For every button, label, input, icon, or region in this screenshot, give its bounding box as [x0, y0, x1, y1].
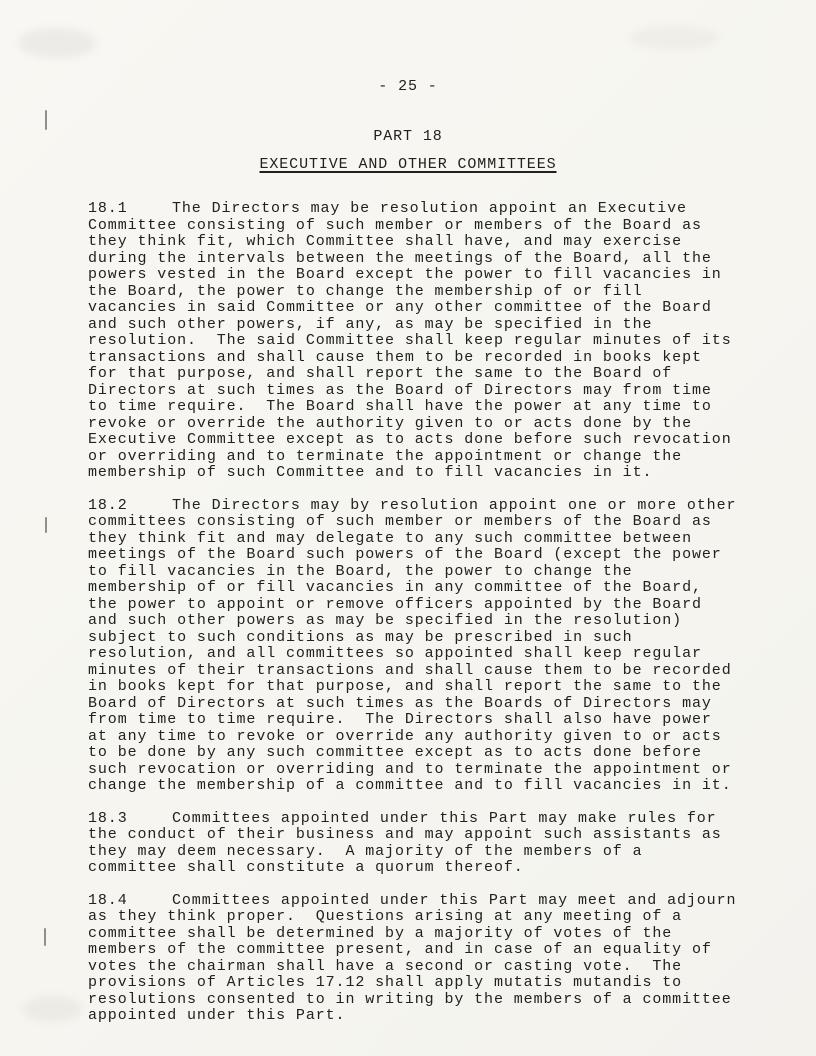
scan-artifact	[630, 26, 720, 50]
section-paragraph-18-1	[88, 201, 740, 482]
scan-artifact	[18, 28, 96, 58]
section-number: 18.4	[88, 891, 128, 909]
scan-artifact	[44, 928, 46, 946]
scan-artifact	[22, 996, 82, 1022]
scan-artifact	[45, 517, 47, 533]
section-text: Committees appointed under this Part may meet and adjourn as they think proper. Questions arising at any meeting of a committee shall be determined by a majority of votes of the members of the committee present, and in case of an equality of votes the chairman shall have a second or casting vote. The provisions of Articles 17.12 shall apply mutatis mutandis to resolutions consented to in writing by the members of a committee appointed under this Part.	[88, 891, 747, 1024]
sections-container	[88, 200, 747, 1041]
part-heading: PART 18	[373, 128, 443, 145]
section-number: 18.2	[88, 496, 128, 514]
section-paragraph-18-2	[88, 496, 747, 795]
document-title: EXECUTIVE AND OTHER COMMITTEES	[259, 156, 557, 173]
section-number: 18.3	[88, 809, 128, 827]
section-text: The Directors may be resolution appoint an Executive Committee consisting of such member or members of the Board as they think fit, which Committee shall have, and may exercise during the intervals between the meetings of the Board, all the powers vested in the Board except the power to fill vacancies in the Board, the power to change the membership of or fill vacancies in said Committee or any other committee of the Board and such other powers, if any, as may be specified in the resolution. The said Committee shall keep regular minutes of its transactions and shall cause them to be recorded in books kept for that purpose, and shall report the same to the Board of Directors at such times as the Board of Directors may from time to time require. The Board shall have the power at any time to revoke or override the authority given to or acts done by the Executive Committee except as to acts done before such revocation or overriding and to terminate the appointment or change the membership of such Committee and to fill vacancies in it.	[88, 200, 742, 481]
section-paragraph-18-3	[88, 811, 740, 877]
section-text: The Directors may by resolution appoint one or more other committees consisting of such member or members of the Board as they think fit and may delegate to any such committee between meetings of the Board such powers of the Board (except the power to fill vacancies in the Board, the power to change the membership of or fill vacancies in any committee of the Board, the power to appoint or remove officers appointed by the Board and such other powers as may be specified in the resolution) subject to such conditions as may be prescribed in such resolution, and all committees so appointed shall keep regular minutes of their transactions and shall cause them to be recorded in books kept for that purpose, and shall report the same to the Board of Directors at such times as the Boards of Directors may from time to time require. The Directors shall also have power at any time to revoke or override any authority given to or acts to be done by any such committee except as to acts done before such revocation or overriding and to terminate the appointment or change the membership of a committee and to fill vacancies in it.	[88, 496, 747, 794]
section-paragraph-18-4	[88, 891, 747, 1025]
scan-artifact	[45, 110, 47, 130]
page-number: - 25 -	[378, 78, 438, 95]
section-number: 18.1	[88, 200, 128, 217]
section-text: Committees appointed under this Part may make rules for the conduct of their business and may appoint such assistants as they may deem necessary. A majority of the members of a committee shall constitute a quorum thereof.	[88, 809, 732, 876]
